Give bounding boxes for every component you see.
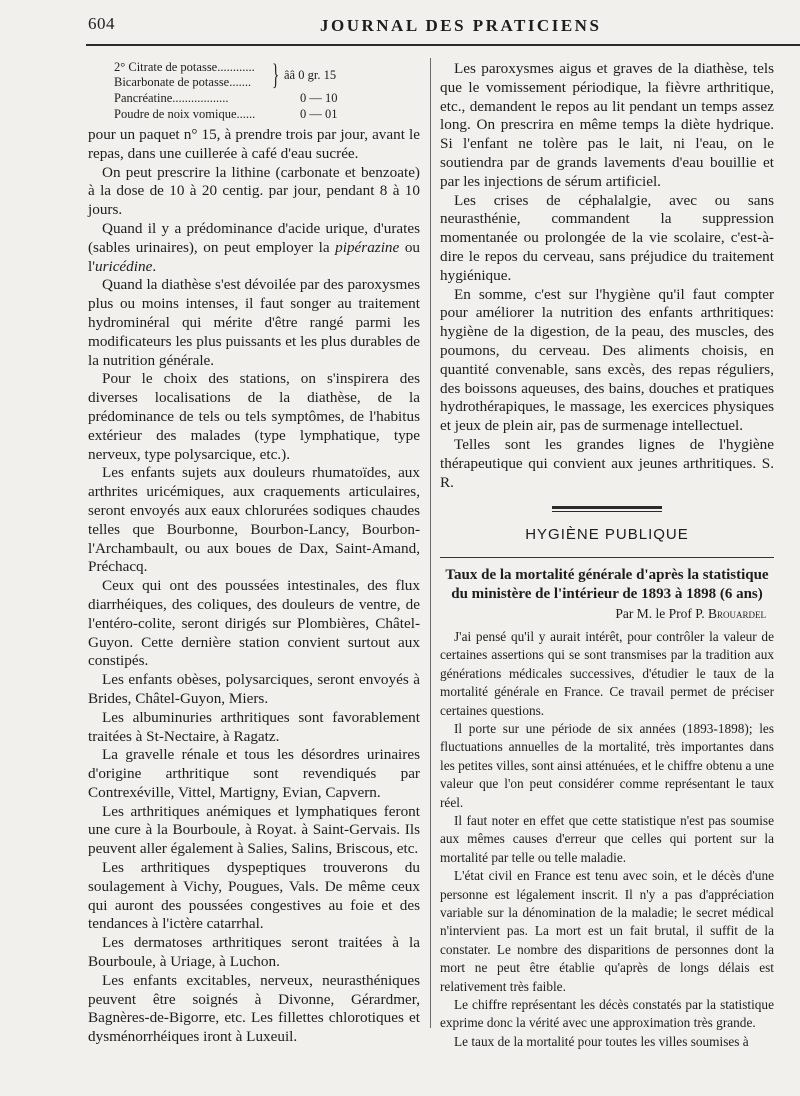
paragraph: Il faut noter en effet que cette statistique n'est pas soumise aux mêmes causes d'erreur que celles qui portent sur la mortalité par telle ou telle maladie. <box>440 812 774 865</box>
formula-line-4 <box>114 107 338 123</box>
paragraph: Le chiffre représentant les décès constatés par la statistique exprime donc la vérité avec une approximation très grande. <box>440 997 774 1031</box>
formula-line-2: Bicarbonate de potasse....... <box>114 75 252 89</box>
right-column <box>440 60 774 1051</box>
section-rule <box>440 557 774 558</box>
paragraph: Il porte sur une période de six années (1893-1898); les fluctuations annuelles de la mortalité, très importantes dans les petites villes, sont ainsi atténuées, et le chiffre obtenu a une valeur que l'on peut considérer comme représentant le taux réel. <box>440 720 774 810</box>
paragraph: En somme, c'est sur l'hygiène qu'il faut compter pour améliorer la nutrition des enfants arthritiques: hygiène de la digestion, de la peau, des muscles, des poumons, du cerveau. Des aliments choisis, en quantité convenable, sans excès, des repas réguliers, des boissons aqueuses, des bains, douches et pratiques hydrothérapiques, le massage, les exercices physiques et jeux de plein air, pas de surmenage intellectuel. <box>440 285 774 435</box>
header-rule <box>86 44 800 46</box>
paragraph: Les paroxysmes aigus et graves de la diathèse, tels que le vomissement périodique, la fièvre arthritique, etc., demandent le repos au lit pendant un temps assez long. On prescrira en même temps la diète hydrique. Si l'enfant ne tolère pas le lait, ni l'eau, on le soutiendra par de grands lavements d'eau bouillie et par les injections de sérum artificiel. <box>440 60 774 190</box>
formula-line-3 <box>114 91 338 107</box>
page-number: 604 <box>88 14 115 33</box>
paragraph: Les albuminuries arthritiques sont favorablement traitées à St-Nectaire, à Ragatz. <box>88 708 420 745</box>
paragraph: Quand la diathèse s'est dévoilée par des paroxysmes plus ou moins intenses, il faut songer au traitement hydrominéral qui mérite d'être rangé parmi les modificateurs les plus puissants et les plus durables de la nutrition générale. <box>88 276 420 369</box>
author-prefix: Par M. le Prof P. <box>615 606 708 622</box>
paragraph: Ceux qui ont des poussées intestinales, des flux diarrhéiques, des coliques, des douleurs de ventre, de l'entéro-colite, seront dirigés sur Plombières, Châtel-Guyon. Cette dernière station convient surtout aux constipés. <box>88 577 420 670</box>
formula-line-4-dose: 0 — 01 <box>300 107 338 121</box>
page-header <box>0 0 800 46</box>
section-title: HYGIÈNE PUBLIQUE <box>525 526 689 544</box>
formula-line-3-label: Pancréatine.................. <box>114 91 229 105</box>
italic-term: pipérazine <box>335 238 400 256</box>
italic-term: uricédine <box>94 257 153 275</box>
paragraph: L'état civil en France est tenu avec soin, et le décès d'une personne est légalement inscrit. Il n'y a pas d'appréciation variable sur la dénomination de la maladie; le secret médical n'intervient pas. La mort est un fait brutal, il suffit de la constater. Le nombre des disparitions de personnes dont la mort ne peut être établie qu'après de longs délais est relativement très faible. <box>440 868 774 994</box>
article-title: Taux de la mortalité générale d'après la statistique du ministère de l'intérieur de 1893 à 1898 (6 ans) <box>445 567 769 602</box>
section-separator-thin <box>552 511 662 512</box>
paragraph: Pour le choix des stations, on s'inspirera des diverses localisations de la diathèse, de la prédominance de tels ou tels symptômes, de l'habitus extérieur des malades (type lymphatique, type nerveux, type polysarcique, etc.). <box>88 370 420 463</box>
author-name: Brouardel <box>707 606 766 622</box>
text-run: . <box>152 257 157 275</box>
paragraph: Les dermatoses arthritiques seront traitées à la Bourboule, à Uriage, à Luchon. <box>88 934 420 971</box>
formula-dose-aa: ââ 0 gr. 15 <box>284 68 337 82</box>
journal-title: JOURNAL DES PRATICIENS <box>320 16 602 35</box>
paragraph: Les arthritiques anémiques et lymphatiques feront une cure à la Bourboule, à Royat. à Saint-Gervais. Ils peuvent aller également à Salies, Salins, Briscous, etc. <box>88 802 420 858</box>
left-column <box>88 60 420 1047</box>
paragraph: La gravelle rénale et tous les désordres urinaires d'origine arthritique sont revendiqués par Contrexéville, Vittel, Martigny, Evian, Capvern. <box>88 746 420 801</box>
paragraph: pour un paquet n° 15, à prendre trois par jour, avant le repas, dans une cuillerée à café d'eau sucrée. <box>88 126 420 162</box>
formula-line-1: 2° Citrate de potasse............ <box>114 60 255 74</box>
paragraph <box>88 220 420 276</box>
paragraph: On peut prescrire la lithine (carbonate et benzoate) à la dose de 10 à 20 centig. par jour, pendant 8 à 10 jours. <box>88 163 420 219</box>
prescription-formula <box>114 60 420 122</box>
formula-brace: } <box>272 58 280 91</box>
formula-line-3-dose: 0 — 10 <box>300 91 338 105</box>
paragraph: Telles sont les grandes lignes de l'hygiène thérapeutique qui convient aux jeunes arthritiques. S. R. <box>440 435 774 491</box>
paragraph: Les crises de céphalalgie, avec ou sans neurasthénie, commandent la suppression momentanée ou prolongée de la vie scolaire, c'est-à-dire le repos du cerveau, sans préjudice du traitement hygiénique. <box>440 191 774 284</box>
paragraph: Les arthritiques dyspeptiques trouverons du soulagement à Vichy, Pougues, Vals. De même ceux qui auront des poussées congestives au foie et des tendances à l'ictère catarrhal. <box>88 859 420 933</box>
column-divider <box>430 58 431 1028</box>
formula-line-4-label: Poudre de noix vomique...... <box>114 107 256 121</box>
paragraph: Le taux de la mortalité pour toutes les villes soumises à <box>454 1033 749 1049</box>
section-separator <box>552 506 662 509</box>
paragraph: Les enfants excitables, nerveux, neurasthéniques peuvent être soignés à Divonne, Gérardmer, Bagnères-de-Bigorre, etc. Les fillettes chlorotiques et dysménorrhéiques iront à Luxeuil. <box>88 971 420 1046</box>
paragraph: Les enfants obèses, polysarciques, seront envoyés à Brides, Châtel-Guyon, Miers. <box>88 671 420 707</box>
article-body <box>440 628 774 1051</box>
paragraph: J'ai pensé qu'il y aurait intérêt, pour contrôler la valeur de certaines assertions qui se sont transmises par la tradition aux générations médicales successives, d'étudier le taux de la mortalité générale en France. Ce travail permet de préciser certaines questions. <box>440 628 774 718</box>
text-run: Quand il y a prédominance d'acide urique, d'urates (sables urinaires), on peut employer la <box>88 219 420 256</box>
text-run: ou l' <box>88 238 421 275</box>
paragraph: Les enfants sujets aux douleurs rhumatoïdes, aux arthrites uricémiques, aux craquements articulaires, seront envoyés aux eaux chlorurées sodiques chaudes telles que Bourbonne, Bourbon-Lancy, Bourbon-l'Archambault, ou aux boues de Dax, Saint-Amand, Préchacq. <box>88 464 420 576</box>
article-author <box>440 605 766 624</box>
